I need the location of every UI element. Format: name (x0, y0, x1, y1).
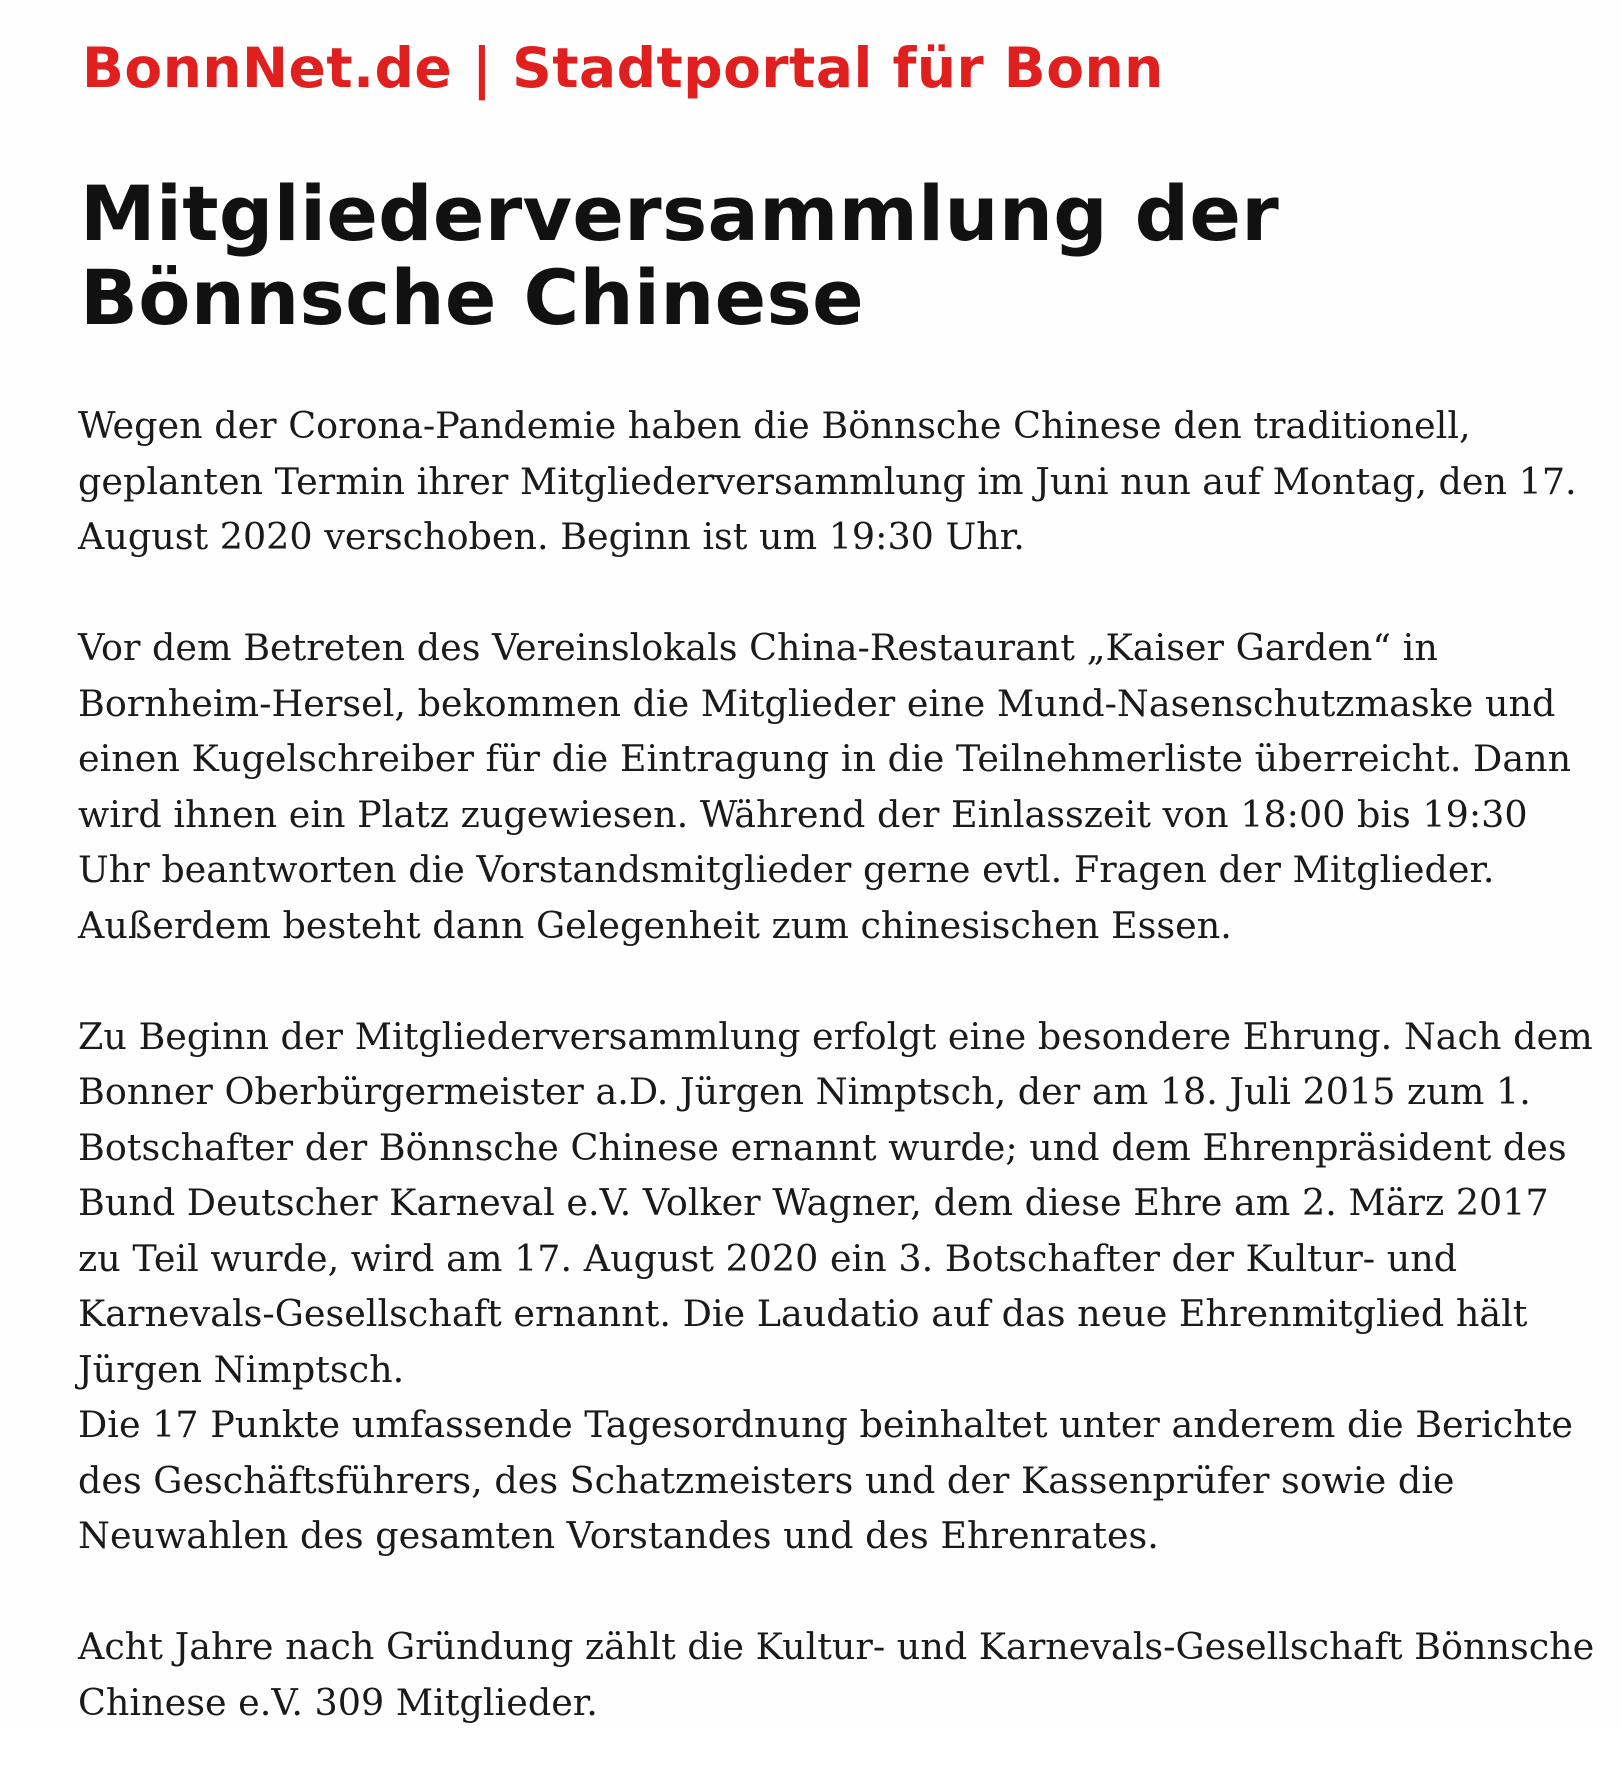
site-header-title: BonnNet.de | Stadtportal für Bonn (82, 36, 1164, 100)
article-paragraph-agenda: Die 17 Punkte umfassende Tagesordnung beinhaltet unter anderem die Berichte des Geschäftsführers, des Schatzmeisters und der Kassenprüfer sowie die Neuwahlen des gesamten Vorstandes und des Ehrenrates. (78, 1403, 1573, 1557)
article-title: Mitgliederversammlung der Bönnsche Chinese (80, 169, 1280, 342)
article-paragraph-postponement: Wegen der Corona-Pandemie haben die Bönnsche Chinese den traditionell, geplanten Termin ihrer Mitgliederversammlung im Juni nun auf Montag, den 17. August 2020 verschoben. Beginn ist um 19:30 Uhr. (78, 404, 1577, 558)
article-body (78, 398, 1598, 1786)
article-paragraph-membership: Acht Jahre nach Gründung zählt die Kultur- und Karnevals-Gesellschaft Bönnsche Chinese e.V. 309 Mitglieder. (78, 1625, 1595, 1724)
article-paragraph-venue: Vor dem Betreten des Vereinslokals China-Restaurant „Kaiser Garden“ in Bornheim-Hersel, bekommen die Mitglieder eine Mund-Nasenschutzmaske und einen Kugelschreiber für die Eintragung in die Teilnehmerliste überreicht. Dann wird ihnen ein Platz zugewiesen. Während der Einlasszeit von 18:00 bis 19:30 Uhr beantworten die Vorstandsmitglieder gerne evtl. Fragen der Mitglieder. Außerdem besteht dann Gelegenheit zum chinesischen Essen. (78, 626, 1572, 947)
article-paragraph-honors: Zu Beginn der Mitgliederversammlung erfolgt eine besondere Ehrung. Nach dem Bonner Oberbürgermeister a.D. Jürgen Nimptsch, der am 18. Juli 2015 zum 1. Botschafter der Bönnsche Chinese ernannt wurde; und dem Ehrenpräsident des Bund Deutscher Karneval e.V. Volker Wagner, dem diese Ehre am 2. März 2017 zu Teil wurde, wird am 17. August 2020 ein 3. Botschafter der Kultur- und Karnevals-Gesellschaft ernannt. Die Laudatio auf das neue Ehrenmitglied hält Jürgen Nimptsch. (78, 1014, 1593, 1391)
